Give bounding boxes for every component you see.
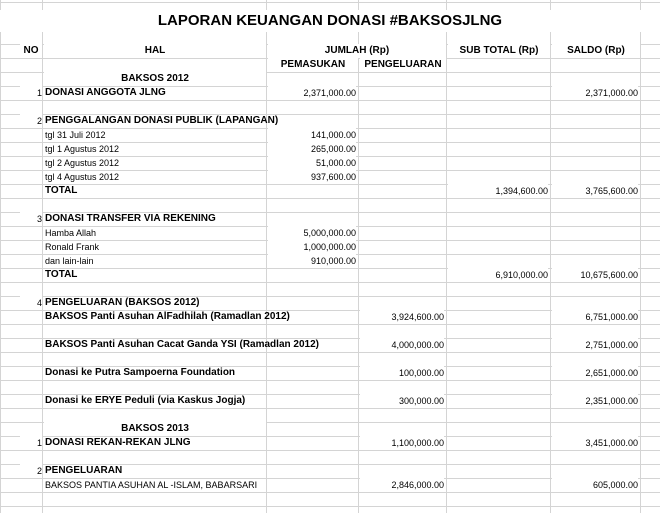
cell-hal[interactable]: Ronald Frank [45, 242, 100, 252]
row-divider [0, 324, 660, 325]
cell-saldo[interactable]: 2,751,000.00 [552, 338, 638, 352]
cell-saldo[interactable]: 6,751,000.00 [552, 310, 638, 324]
cell-hal[interactable]: BAKSOS 2013 [44, 422, 266, 436]
row-divider [0, 492, 660, 493]
cell-pemasukan[interactable]: 910,000.00 [268, 254, 356, 268]
cell-hal[interactable]: DONASI TRANSFER VIA REKENING [45, 213, 216, 224]
cell-hal[interactable]: DONASI ANGGOTA JLNG [45, 87, 166, 98]
row-divider [0, 282, 660, 283]
cell-no[interactable]: 3 [20, 212, 42, 226]
cell-pemasukan[interactable]: 141,000.00 [268, 128, 356, 142]
cell-pemasukan[interactable]: 2,371,000.00 [268, 86, 356, 100]
cell-no[interactable]: 1 [20, 86, 42, 100]
header-subtotal: SUB TOTAL (Rp) [448, 44, 550, 58]
cell-pemasukan[interactable]: 937,600.00 [268, 170, 356, 184]
cell-pemasukan[interactable]: 51,000.00 [268, 156, 356, 170]
cell-saldo[interactable]: 605,000.00 [552, 478, 638, 492]
cell-hal[interactable]: BAKSOS 2012 [44, 72, 266, 86]
cell-no[interactable]: 2 [20, 464, 42, 478]
cell-hal[interactable]: TOTAL [45, 185, 78, 196]
cell-hal[interactable]: BAKSOS PANTIA ASUHAN AL -ISLAM, BABARSARI [45, 480, 258, 490]
report-title-text: LAPORAN KEUANGAN DONASI #BAKSOSJLNG [152, 12, 508, 29]
cell-subtotal[interactable]: 6,910,000.00 [448, 268, 548, 282]
header-pengeluaran: PENGELUARAN [360, 58, 446, 72]
header-no: NO [20, 44, 42, 58]
cell-hal[interactable]: PENGGALANGAN DONASI PUBLIK (LAPANGAN) [45, 115, 279, 126]
cell-hal[interactable]: dan lain-lain [45, 256, 94, 266]
report-title [0, 10, 660, 32]
cell-hal[interactable]: tgl 31 Juli 2012 [45, 130, 106, 140]
cell-hal[interactable]: Hamba Allah [45, 228, 97, 238]
row-divider [0, 380, 660, 381]
cell-hal[interactable]: DONASI REKAN-REKAN JLNG [45, 437, 191, 448]
cell-pengeluaran[interactable]: 4,000,000.00 [360, 338, 444, 352]
cell-hal[interactable]: BAKSOS Panti Asuhan AlFadhilah (Ramadlan 2012) [45, 311, 290, 322]
cell-saldo[interactable]: 3,765,600.00 [552, 184, 638, 198]
cell-no[interactable]: 2 [20, 114, 42, 128]
cell-saldo[interactable]: 2,351,000.00 [552, 394, 638, 408]
cell-pemasukan[interactable]: 5,000,000.00 [268, 226, 356, 240]
cell-pemasukan[interactable]: 1,000,000.00 [268, 240, 356, 254]
cell-hal[interactable]: tgl 4 Agustus 2012 [45, 172, 120, 182]
cell-hal[interactable]: tgl 2 Agustus 2012 [45, 158, 120, 168]
cell-pengeluaran[interactable]: 3,924,600.00 [360, 310, 444, 324]
cell-subtotal[interactable]: 1,394,600.00 [448, 184, 548, 198]
cell-hal[interactable]: Donasi ke Putra Sampoerna Foundation [45, 367, 236, 378]
row-divider [0, 450, 660, 451]
row-divider [0, 408, 660, 409]
cell-pengeluaran[interactable]: 1,100,000.00 [360, 436, 444, 450]
row-divider [0, 198, 660, 199]
cell-saldo[interactable]: 2,371,000.00 [552, 86, 638, 100]
header-pemasukan: PEMASUKAN [268, 58, 358, 72]
cell-saldo[interactable]: 10,675,600.00 [552, 268, 638, 282]
cell-pengeluaran[interactable]: 300,000.00 [360, 394, 444, 408]
cell-pengeluaran[interactable]: 100,000.00 [360, 366, 444, 380]
header-jumlah: JUMLAH (Rp) [268, 44, 446, 58]
cell-pemasukan[interactable]: 265,000.00 [268, 142, 356, 156]
cell-hal[interactable]: TOTAL [45, 269, 78, 280]
row-divider [0, 506, 660, 507]
cell-hal[interactable]: Donasi ke ERYE Peduli (via Kaskus Jogja) [45, 395, 246, 406]
cell-hal[interactable]: tgl 1 Agustus 2012 [45, 144, 120, 154]
header-hal: HAL [44, 44, 266, 58]
cell-pengeluaran[interactable]: 2,846,000.00 [360, 478, 444, 492]
cell-no[interactable]: 1 [20, 436, 42, 450]
header-saldo: SALDO (Rp) [552, 44, 640, 58]
row-divider [0, 100, 660, 101]
cell-hal[interactable]: PENGELUARAN [45, 465, 123, 476]
row-divider [0, 2, 660, 3]
row-divider [0, 352, 660, 353]
cell-saldo[interactable]: 2,651,000.00 [552, 366, 638, 380]
cell-hal[interactable]: PENGELUARAN (BAKSOS 2012) [45, 297, 200, 308]
cell-hal[interactable]: BAKSOS Panti Asuhan Cacat Ganda YSI (Ramadlan 2012) [45, 339, 319, 350]
cell-saldo[interactable]: 3,451,000.00 [552, 436, 638, 450]
cell-no[interactable]: 4 [20, 296, 42, 310]
